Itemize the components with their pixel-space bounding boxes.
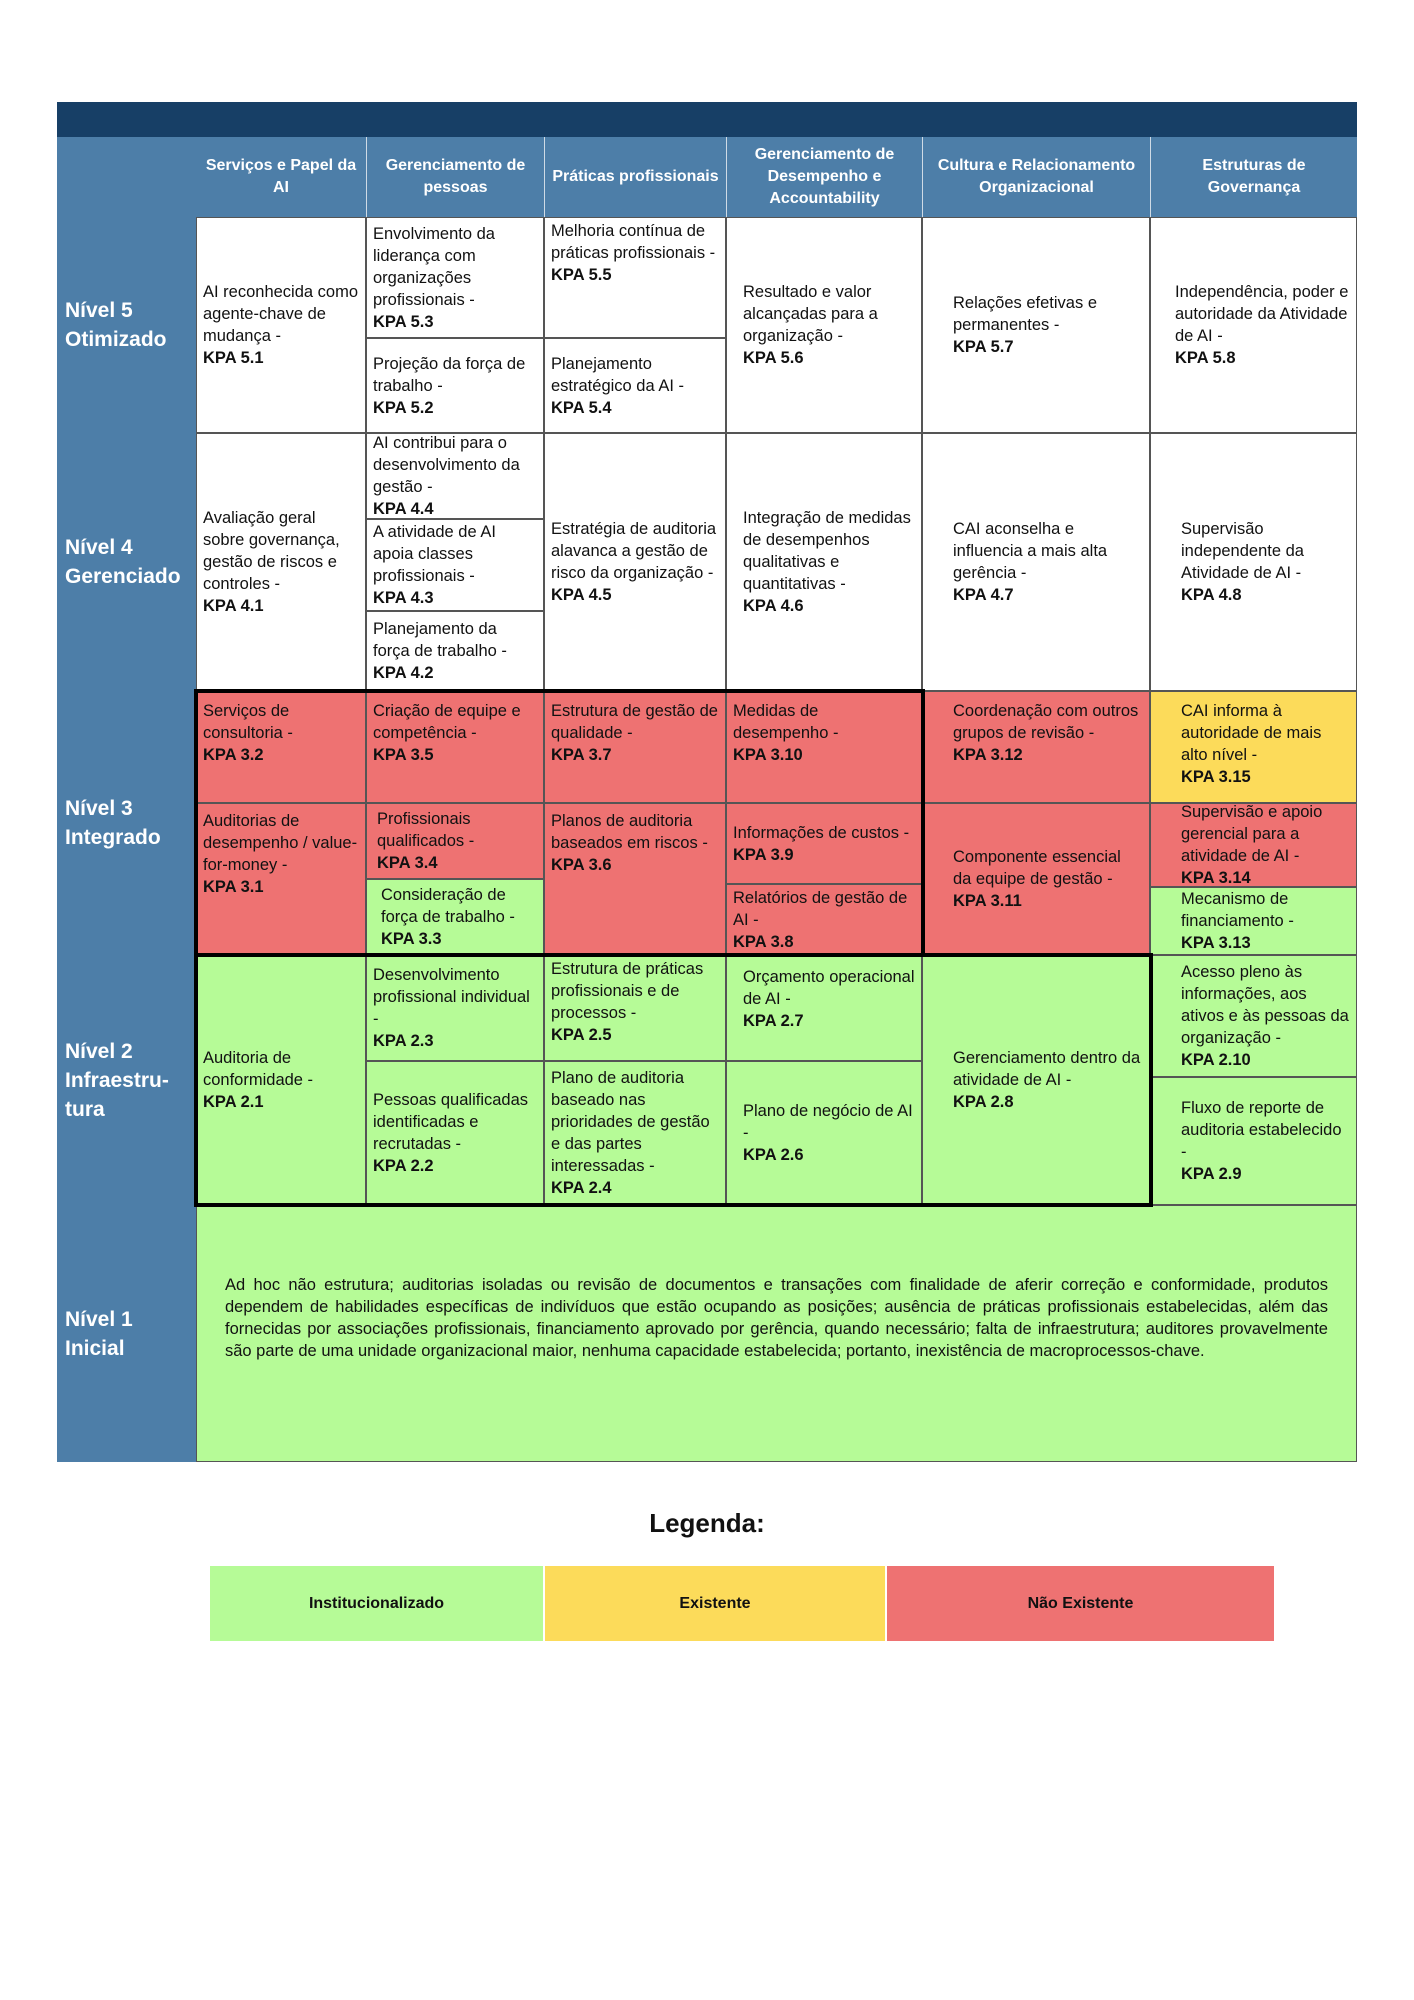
kpa-code: KPA 4.1 xyxy=(203,597,264,615)
kpa-5-8 xyxy=(1150,217,1357,433)
level-2-label: Nível 2 Infraestru-tura xyxy=(57,955,196,1205)
kpa-2-6 xyxy=(726,1061,922,1205)
level-5-label: Nível 5 Otimizado xyxy=(57,217,196,433)
kpa-text: Melhoria contínua de práticas profissionais - xyxy=(551,222,716,262)
kpa-2-8 xyxy=(922,955,1150,1205)
table-top-bar xyxy=(57,102,1357,137)
kpa-code: KPA 3.13 xyxy=(1181,934,1251,952)
kpa-text: Orçamento operacional de AI - xyxy=(743,968,915,1008)
kpa-code: KPA 2.7 xyxy=(743,1012,804,1030)
kpa-code: KPA 4.7 xyxy=(953,586,1014,604)
column-header-desempenho: Gerenciamento de Desempenho e Accountability xyxy=(726,137,922,217)
kpa-code: KPA 4.5 xyxy=(551,586,612,604)
kpa-text: Avaliação geral sobre governança, gestão de riscos e controles - xyxy=(203,509,340,593)
kpa-text: Acesso pleno às informações, aos ativos e às pessoas da organização - xyxy=(1181,963,1349,1047)
kpa-3-5 xyxy=(366,691,544,803)
kpa-text: Estrutura de gestão de qualidade - xyxy=(551,702,718,742)
kpa-3-9 xyxy=(726,803,922,884)
kpa-code: KPA 2.3 xyxy=(373,1032,434,1050)
kpa-code: KPA 2.9 xyxy=(1181,1165,1242,1183)
kpa-text: Plano de negócio de AI - xyxy=(743,1102,913,1142)
kpa-code: KPA 3.1 xyxy=(203,878,264,896)
kpa-code: KPA 5.5 xyxy=(551,266,612,284)
kpa-3-11 xyxy=(922,803,1150,955)
kpa-code: KPA 3.7 xyxy=(551,746,612,764)
kpa-text: Mecanismo de financiamento - xyxy=(1181,890,1294,930)
kpa-3-3 xyxy=(366,879,544,955)
kpa-text: Pessoas qualificadas identificadas e recrutadas - xyxy=(373,1091,529,1153)
kpa-code: KPA 3.11 xyxy=(953,892,1022,910)
kpa-text: Informações de custos - xyxy=(733,823,910,842)
kpa-code: KPA 3.12 xyxy=(953,746,1023,764)
kpa-text: Planejamento estratégico da AI - xyxy=(551,354,684,395)
kpa-5-2 xyxy=(366,338,544,433)
kpa-2-7 xyxy=(726,955,922,1061)
kpa-code: KPA 3.9 xyxy=(733,845,794,864)
kpa-code: KPA 3.10 xyxy=(733,746,803,764)
kpa-code: KPA 2.8 xyxy=(953,1093,1014,1111)
kpa-code: KPA 5.3 xyxy=(373,312,434,331)
level-1-description xyxy=(196,1205,1357,1462)
kpa-code: KPA 2.10 xyxy=(1181,1051,1251,1069)
kpa-2-4 xyxy=(544,1061,726,1205)
kpa-text: Componente essencial da equipe de gestão - xyxy=(953,848,1121,888)
kpa-3-14 xyxy=(1150,803,1357,887)
kpa-4-3 xyxy=(366,519,544,611)
kpa-code: KPA 2.6 xyxy=(743,1146,804,1164)
kpa-2-3 xyxy=(366,955,544,1061)
kpa-code: KPA 5.1 xyxy=(203,349,264,367)
kpa-3-2 xyxy=(196,691,366,803)
kpa-text: Projeção da força de trabalho - xyxy=(373,354,526,395)
kpa-code: KPA 5.6 xyxy=(743,349,804,367)
kpa-text: CAI informa à autoridade de mais alto nível - xyxy=(1181,702,1322,764)
kpa-code: KPA 3.3 xyxy=(381,930,442,948)
kpa-text: Profissionais qualificados - xyxy=(377,810,475,850)
kpa-code: KPA 3.4 xyxy=(377,854,438,872)
kpa-2-10 xyxy=(1150,955,1357,1077)
kpa-3-13 xyxy=(1150,887,1357,955)
kpa-3-8 xyxy=(726,884,922,955)
kpa-text: Estratégia de auditoria alavanca a gestão de risco da organização - xyxy=(551,520,717,582)
kpa-5-7 xyxy=(922,217,1150,433)
kpa-text: Planos de auditoria baseados em riscos - xyxy=(551,812,708,852)
legend-institucionalizado: Institucionalizado xyxy=(210,1566,543,1641)
kpa-text: Coordenação com outros grupos de revisão - xyxy=(953,702,1139,742)
kpa-text: Criação de equipe e competência - xyxy=(373,702,521,742)
kpa-3-12 xyxy=(922,691,1150,803)
kpa-code: KPA 3.2 xyxy=(203,746,264,764)
kpa-5-3 xyxy=(366,217,544,338)
kpa-2-5 xyxy=(544,955,726,1061)
kpa-text: AI contribui para o desenvolvimento da gestão - xyxy=(373,434,520,496)
kpa-5-6 xyxy=(726,217,922,433)
kpa-3-4 xyxy=(366,803,544,879)
kpa-code: KPA 4.2 xyxy=(373,664,434,682)
kpa-code: KPA 2.4 xyxy=(551,1179,612,1197)
kpa-text: Desenvolvimento profissional individual - xyxy=(373,966,530,1028)
kpa-text: Gerenciamento dentro da atividade de AI - xyxy=(953,1049,1141,1089)
column-header-pessoas: Gerenciamento de pessoas xyxy=(366,137,544,217)
kpa-text: Estrutura de práticas profissionais e de processos - xyxy=(551,960,704,1022)
kpa-code: KPA 4.3 xyxy=(373,589,434,607)
level-1-label: Nível 1 Inicial xyxy=(57,1205,196,1462)
kpa-text: Medidas de desempenho - xyxy=(733,702,839,742)
kpa-text: CAI aconselha e influencia a mais alta gerência - xyxy=(953,520,1108,582)
kpa-code: KPA 3.15 xyxy=(1181,768,1251,786)
kpa-code: KPA 3.8 xyxy=(733,932,794,951)
column-header-praticas: Práticas profissionais xyxy=(544,137,726,217)
kpa-text: Integração de medidas de desempenhos qualitativas e quantitativas - xyxy=(743,509,911,593)
column-header-cultura: Cultura e Relacionamento Organizacional xyxy=(922,137,1150,217)
kpa-text: Planejamento da força de trabalho - xyxy=(373,620,507,660)
kpa-2-9 xyxy=(1150,1077,1357,1205)
kpa-text: Envolvimento da liderança com organizações profissionais - xyxy=(373,224,495,309)
kpa-3-7 xyxy=(544,691,726,803)
kpa-4-1 xyxy=(196,433,366,691)
kpa-4-2 xyxy=(366,611,544,691)
kpa-text: Consideração de força de trabalho - xyxy=(381,886,515,926)
level-4-label: Nível 4 Gerenciado xyxy=(57,433,196,691)
kpa-2-2 xyxy=(366,1061,544,1205)
kpa-code: KPA 3.6 xyxy=(551,856,612,874)
kpa-text: Fluxo de reporte de auditoria estabelecido - xyxy=(1181,1099,1342,1161)
kpa-3-10 xyxy=(726,691,922,803)
kpa-text: Independência, poder e autoridade da Atividade de AI - xyxy=(1175,283,1349,345)
kpa-text: Auditorias de desempenho / value-for-money - xyxy=(203,812,358,874)
legend-title: Legenda: xyxy=(649,1508,765,1538)
kpa-code: KPA 4.4 xyxy=(373,500,434,518)
level-1-text: Ad hoc não estrutura; auditorias isoladas ou revisão de documentos e transações com finalidade de aferir correção e conformidade, produtos dependem de habilidades específicas de indivíduos que estão ocupando as posições; ausência de práticas profissionais estabelecidas, além das fornecidas por associações profissionais, financiamento aprovado por gerência, quando necessário; falta de infraestrutura; auditores provavelmente são parte de uma unidade organizacional maior, nenhuma capacidade estabelecida; portanto, inexistência de macroprocessos-chave. xyxy=(225,1276,1328,1360)
kpa-5-1 xyxy=(196,217,366,433)
kpa-text: Serviços de consultoria - xyxy=(203,702,293,742)
column-header-servicos: Serviços e Papel da AI xyxy=(196,137,366,217)
kpa-4-7 xyxy=(922,433,1150,691)
kpa-3-6 xyxy=(544,803,726,955)
kpa-text: Plano de auditoria baseado nas prioridades de gestão e das partes interessadas - xyxy=(551,1069,710,1175)
kpa-code: KPA 5.2 xyxy=(373,398,434,417)
kpa-code: KPA 3.5 xyxy=(373,746,434,764)
kpa-4-6 xyxy=(726,433,922,691)
kpa-code: KPA 2.2 xyxy=(373,1157,434,1175)
kpa-code: KPA 2.5 xyxy=(551,1026,612,1044)
kpa-4-8 xyxy=(1150,433,1357,691)
kpa-4-5 xyxy=(544,433,726,691)
kpa-2-1 xyxy=(196,955,366,1205)
kpa-text: Relatórios de gestão de AI - xyxy=(733,888,908,929)
header-corner xyxy=(57,137,196,217)
kpa-3-15 xyxy=(1150,691,1357,803)
kpa-code: KPA 4.8 xyxy=(1181,586,1242,604)
kpa-text: Supervisão e apoio gerencial para a atividade de AI - xyxy=(1181,803,1323,865)
kpa-text: AI reconhecida como agente-chave de mudança - xyxy=(203,283,359,345)
kpa-code: KPA 2.1 xyxy=(203,1093,264,1111)
kpa-3-1 xyxy=(196,803,366,955)
kpa-text: Resultado e valor alcançadas para a organização - xyxy=(743,283,878,345)
level-3-label: Nível 3 Integrado xyxy=(57,691,196,955)
kpa-text: Relações efetivas e permanentes - xyxy=(953,294,1097,334)
kpa-text: A atividade de AI apoia classes profissionais - xyxy=(373,523,496,585)
kpa-code: KPA 4.6 xyxy=(743,597,804,615)
kpa-4-4 xyxy=(366,433,544,519)
column-header-governanca: Estruturas de Governança xyxy=(1150,137,1357,217)
legend-nao-existente: Não Existente xyxy=(887,1566,1274,1641)
kpa-code: KPA 5.8 xyxy=(1175,349,1236,367)
kpa-code: KPA 5.4 xyxy=(551,398,612,417)
kpa-5-4 xyxy=(544,338,726,433)
kpa-code: KPA 3.14 xyxy=(1181,869,1251,887)
kpa-text: Supervisão independente da Atividade de AI - xyxy=(1181,520,1304,582)
kpa-5-5 xyxy=(544,217,726,338)
kpa-text: Auditoria de conformidade - xyxy=(203,1049,314,1089)
kpa-code: KPA 5.7 xyxy=(953,338,1014,356)
legend-existente: Existente xyxy=(545,1566,885,1641)
